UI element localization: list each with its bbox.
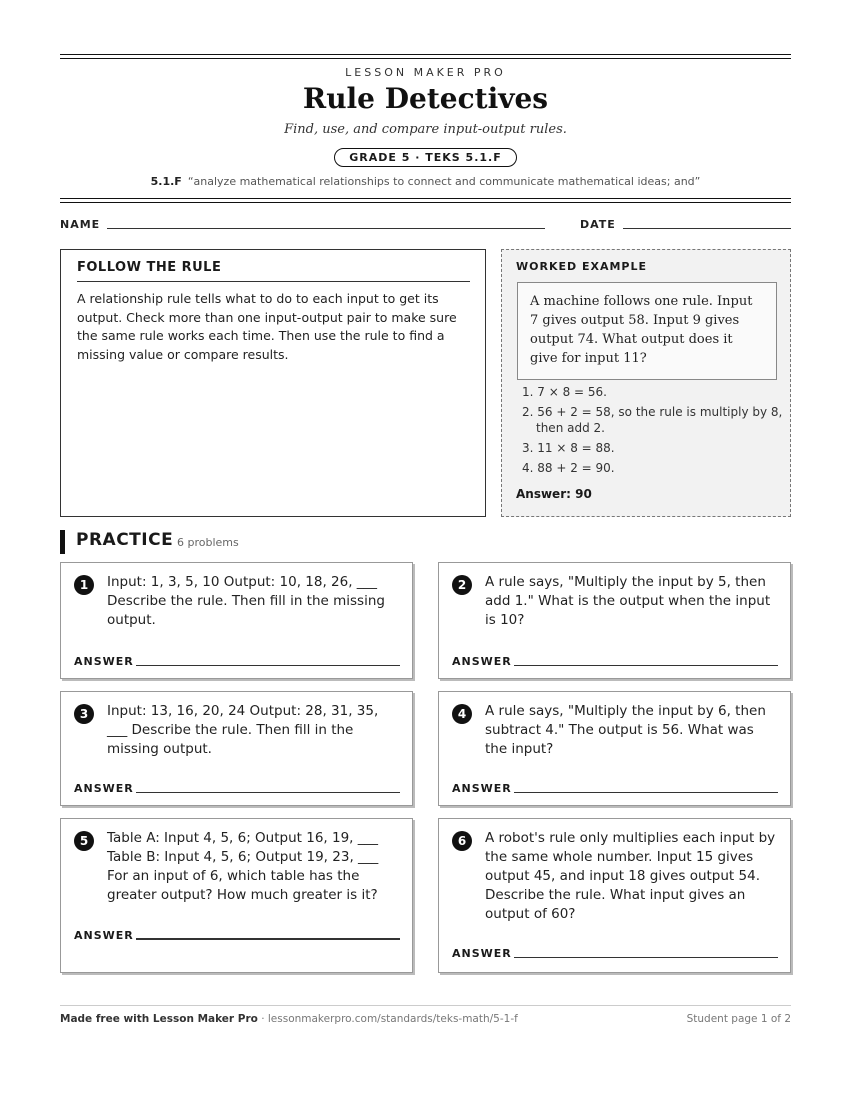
step-item: 2. 56 + 2 = 58, so the rule is multiply by 8, then add 2. xyxy=(522,405,783,435)
problem-text: Table A: Input 4, 5, 6; Output 16, 19, ___ Table B: Input 4, 5, 6; Output 19, 23, ___ For an input of 6, which table has the greater output? How much greater is it? xyxy=(107,830,379,903)
date-label: DATE xyxy=(580,218,616,231)
problem-card-3 xyxy=(60,691,413,806)
follow-the-rule-box xyxy=(60,249,486,517)
problem-text: Input: 1, 3, 5, 10 Output: 10, 18, 26, ___ Describe the rule. Then fill in the missing output. xyxy=(107,574,385,628)
practice-count: 6 problems xyxy=(177,536,239,549)
answer-field[interactable] xyxy=(136,792,400,793)
page-subtitle: Find, use, and compare input-output rules. xyxy=(284,122,567,137)
worked-example-label: WORKED EXAMPLE xyxy=(516,260,647,273)
problem-card-1 xyxy=(60,562,413,679)
standard-text: “analyze mathematical relationships to connect and communicate mathematical ideas; and” xyxy=(187,175,701,188)
rule-box-heading: FOLLOW THE RULE xyxy=(77,260,470,282)
worked-example-answer: Answer: 90 xyxy=(516,487,592,501)
practice-accent-bar xyxy=(60,530,65,554)
problem-number: 5 xyxy=(74,831,94,851)
problem-number: 1 xyxy=(74,575,94,595)
problem-text: Input: 13, 16, 20, 24 Output: 28, 31, 35, ___ Describe the rule. Then fill in the missing output. xyxy=(107,703,379,757)
footer-made-with: Made free with Lesson Maker Pro xyxy=(60,1013,258,1025)
practice-heading: PRACTICE xyxy=(76,530,174,550)
problem-text: A robot's rule only multiplies each input by the same whole number. Input 15 gives output 45, and input 18 gives output 54. Describe the rule. What input gives an output of 60? xyxy=(485,830,776,922)
worked-example-question: A machine follows one rule. Input 7 gives output 58. Input 9 gives output 74. What output does it give for input 11? xyxy=(517,282,777,380)
problem-text: A rule says, "Multiply the input by 5, then add 1." What is the output when the input is 10? xyxy=(485,574,771,628)
worked-example-box xyxy=(501,249,791,517)
answer-label: ANSWER xyxy=(74,782,134,795)
problem-number: 2 xyxy=(452,575,472,595)
step-item: 3. 11 × 8 = 88. xyxy=(522,441,615,455)
problem-number: 3 xyxy=(74,704,94,724)
problem-number: 4 xyxy=(452,704,472,724)
standard-code: 5.1.F xyxy=(150,175,182,188)
problem-card-6 xyxy=(438,818,791,973)
worksheet-page xyxy=(60,0,791,1100)
answer-label: ANSWER xyxy=(452,655,512,668)
rule-box-body: A relationship rule tells what to do to each input to get its output. Check more than one input-output pair to make sure the same rule works each time. Then use the rule to find a missing value or compare results. xyxy=(77,291,457,362)
answer-field[interactable] xyxy=(514,792,778,793)
answer-label: ANSWER xyxy=(452,947,512,960)
answer-field[interactable] xyxy=(136,665,400,666)
answer-field[interactable] xyxy=(136,938,400,940)
date-field[interactable] xyxy=(623,228,791,229)
page-title: Rule Detectives xyxy=(302,82,549,115)
footer-credit xyxy=(60,1013,518,1025)
problem-text: A rule says, "Multiply the input by 6, then subtract 4." The output is 56. What was the input? xyxy=(485,703,766,757)
footer-divider xyxy=(60,1005,791,1006)
worked-example-steps xyxy=(516,384,786,480)
standard-description xyxy=(60,175,791,188)
header-rule-bottom xyxy=(60,198,791,203)
grade-badge: GRADE 5 · TEKS 5.1.F xyxy=(334,148,516,167)
answer-label: ANSWER xyxy=(452,782,512,795)
name-label: NAME xyxy=(60,218,101,231)
name-field[interactable] xyxy=(107,228,545,229)
answer-label: ANSWER xyxy=(74,929,134,942)
step-item: 1. 7 × 8 = 56. xyxy=(522,385,607,399)
problem-card-4 xyxy=(438,691,791,806)
problem-card-5 xyxy=(60,818,413,973)
header-rule-top xyxy=(60,54,791,59)
footer-url[interactable]: · lessonmakerpro.com/standards/teks-math/5-1-f xyxy=(257,1013,518,1025)
step-item: 4. 88 + 2 = 90. xyxy=(522,461,615,475)
brand-name: LESSON MAKER PRO xyxy=(345,66,506,79)
problem-number: 6 xyxy=(452,831,472,851)
footer-page-number: Student page 1 of 2 xyxy=(686,1013,791,1025)
grade-pill-wrap xyxy=(60,146,791,167)
problem-card-2 xyxy=(438,562,791,679)
answer-field[interactable] xyxy=(514,665,778,666)
answer-label: ANSWER xyxy=(74,655,134,668)
answer-field[interactable] xyxy=(514,957,778,958)
